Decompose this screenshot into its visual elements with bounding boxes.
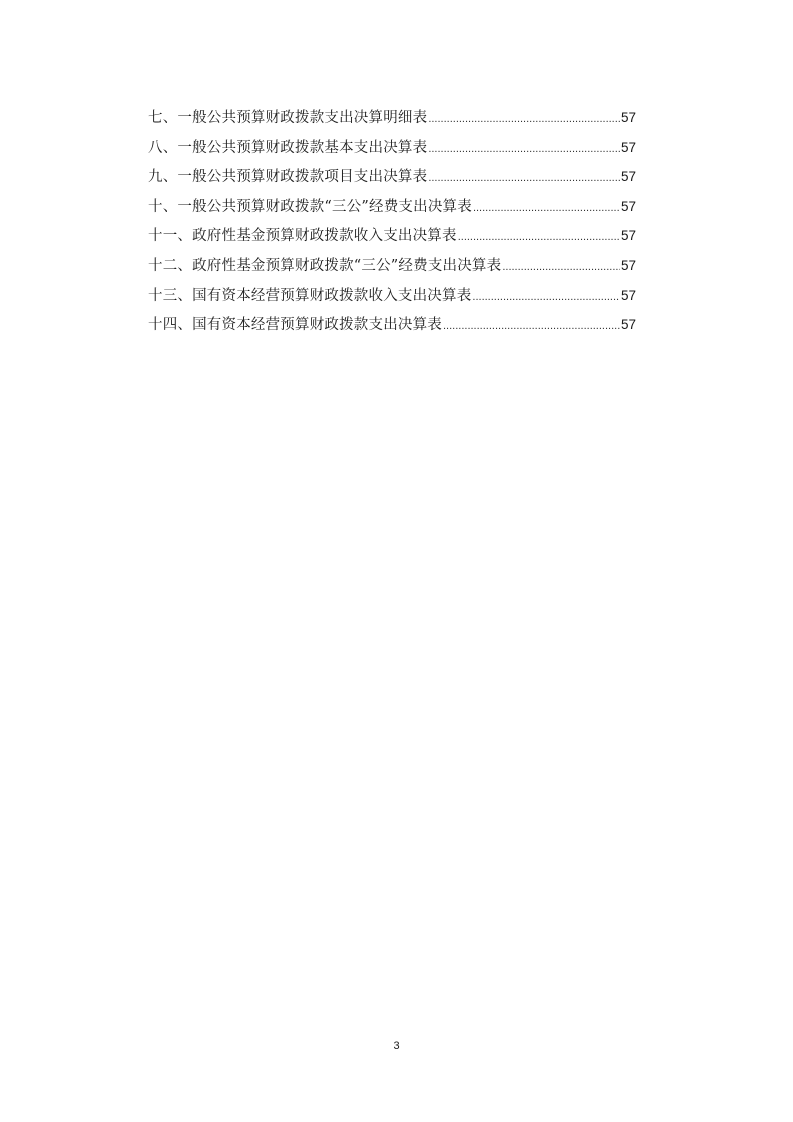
toc-entry-title: 七、一般公共预算财政拨款支出决算明细表: [148, 110, 428, 126]
toc-entry-page: 57: [620, 317, 636, 333]
toc-entry-title: 十三、国有资本经营预算财政拨款收入支出决算表: [148, 287, 472, 304]
toc-entry-title: 十、一般公共预算财政拨款“三公”经费支出决算表: [148, 198, 472, 215]
toc-entry-14[interactable]: [148, 310, 636, 340]
toc-entry-page: 57: [620, 139, 636, 155]
toc-dot-leader: [428, 164, 620, 194]
toc-entry-11[interactable]: [148, 221, 636, 251]
toc-entry-8[interactable]: [148, 133, 636, 163]
toc-entry-7[interactable]: [148, 103, 636, 133]
toc-entry-page: 57: [620, 169, 636, 185]
toc-dot-leader: [428, 105, 620, 135]
toc-entry-page: 57: [620, 198, 636, 214]
toc-dot-leader: [428, 135, 620, 165]
toc-entry-13[interactable]: [148, 281, 636, 311]
toc-dot-leader: [458, 223, 620, 253]
toc-entry-12[interactable]: [148, 251, 636, 281]
toc-entry-title: 九、一般公共预算财政拨款项目支出决算表: [148, 169, 428, 186]
toc-entry-9[interactable]: [148, 162, 636, 192]
toc-entry-title: 十二、政府性基金预算财政拨款“三公”经费支出决算表: [148, 257, 502, 274]
toc-entry-page: 57: [620, 110, 636, 125]
toc-entry-page: 57: [620, 257, 636, 273]
toc-entry-title: 十一、政府性基金预算财政拨款收入支出决算表: [148, 228, 457, 245]
toc-entry-page: 57: [620, 228, 636, 244]
toc-entry-title: 十四、国有资本经营预算财政拨款支出决算表: [148, 317, 442, 334]
toc-entry-title: 八、一般公共预算财政拨款基本支出决算表: [148, 139, 428, 156]
toc-dot-leader: [473, 194, 620, 224]
toc-entry-page: 57: [620, 287, 636, 303]
toc-dot-leader: [443, 312, 620, 342]
table-of-contents: [148, 103, 636, 340]
toc-dot-leader: [472, 283, 620, 313]
page-number: 3: [393, 1040, 400, 1052]
toc-entry-10[interactable]: [148, 192, 636, 222]
toc-dot-leader: [502, 253, 620, 283]
